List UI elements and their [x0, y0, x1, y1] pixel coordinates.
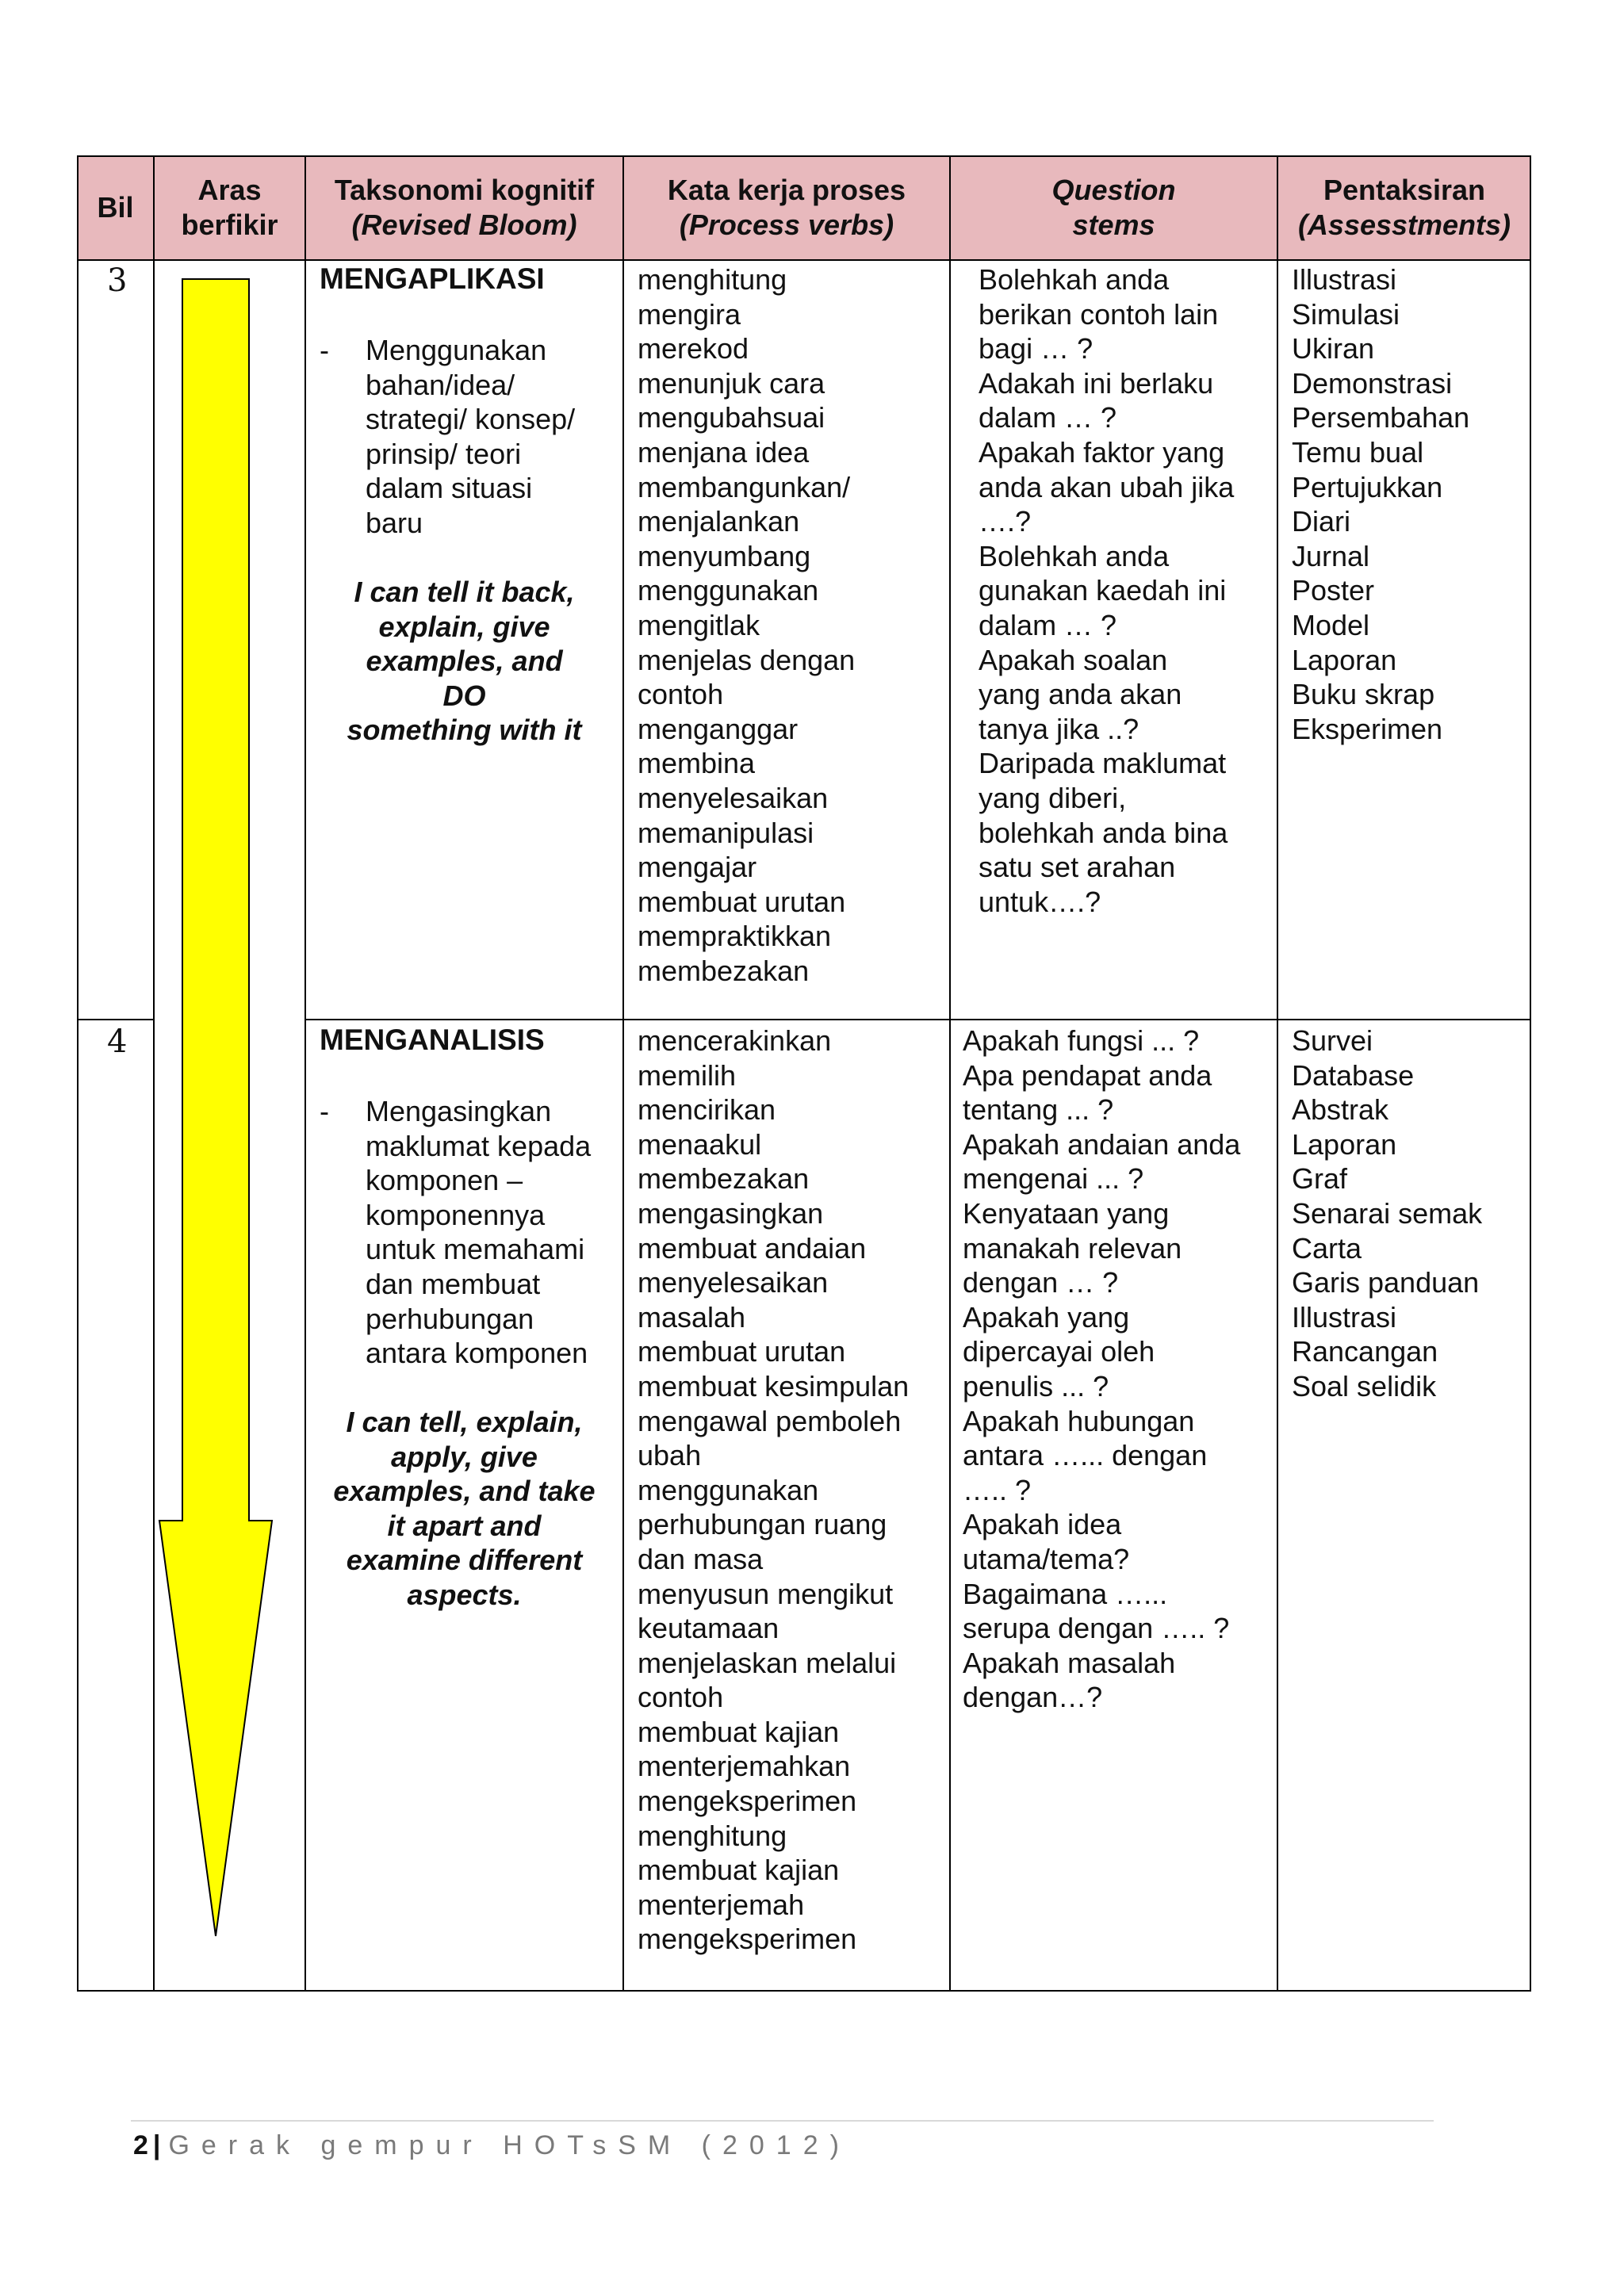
row-3-description-lines [366, 333, 575, 541]
row-3-taxonomy-quote-item: I can tell it back, [354, 576, 575, 608]
header-aras-line2: berfikir [181, 209, 278, 241]
row-4-verbs-item: dan masa [638, 1542, 764, 1575]
row-3-description-dash: - [320, 334, 329, 366]
row-3-verbs-item: merekod [638, 332, 749, 365]
row-3-stems-item: bolehkah anda bina [979, 816, 1228, 849]
row-4-description-item: komponennya [366, 1198, 546, 1231]
row-3-verbs-item: menunjuk cara [638, 366, 825, 400]
row-4-verbs-item: menterjemah [638, 1888, 805, 1921]
row-4-taxonomy-quote-item: it apart and [387, 1509, 542, 1542]
row-4-taxonomy-heading: MENGANALISIS [320, 1024, 545, 1056]
row-4-taxonomy-quote-item: examples, and take [333, 1475, 596, 1508]
row-3-stems-item: berikan contoh lain [979, 297, 1219, 331]
row-3-description-item: dalam situasi [366, 472, 533, 505]
row-3-assessments-item: Buku skrap [1292, 678, 1435, 711]
row-3-assessments-item: Jurnal [1292, 539, 1370, 572]
row-3-assessments-item: Laporan [1292, 643, 1397, 676]
row-3-stems-item: yang diberi, [979, 781, 1127, 814]
row-3-assessments-item: Pertujukkan [1292, 470, 1443, 503]
row-4-verbs-item: mengeksperimen [638, 1785, 857, 1818]
row-3-verbs-item: menjalankan [638, 505, 800, 538]
row-3-description-item: strategi/ konsep/ [366, 403, 576, 436]
row-4-stems-item: dengan … ? [963, 1266, 1119, 1299]
header-bil-label: Bil [97, 191, 134, 224]
row-4-assessments-item: Garis panduan [1292, 1266, 1480, 1299]
row-4-stems-item: antara …... dengan [963, 1439, 1208, 1472]
row-3-assessments-item: Eksperimen [1292, 712, 1443, 745]
row-3-stems-item: bagi … ? [979, 332, 1094, 365]
row-4-verbs-item: perhubungan ruang [638, 1508, 887, 1541]
row-4-assessments-list [1292, 1024, 1482, 1404]
header-pentaksiran-line2: (Assesstments) [1297, 209, 1511, 241]
row-4-stems-list [963, 1024, 1240, 1715]
row-3-assessments-item: Illustrasi [1292, 263, 1397, 296]
row-4-stems-item: manakah relevan [963, 1231, 1182, 1265]
row-3-assessments-item: Temu bual [1292, 435, 1424, 469]
row-4-stems-item: Apakah andaian anda [963, 1127, 1241, 1161]
row-3-assessments-list [1292, 262, 1469, 746]
row-3-verbs-item: mempraktikkan [638, 920, 832, 953]
row-4-description-item: maklumat kepada [366, 1129, 592, 1162]
row-3-verbs-item: membina [638, 747, 756, 780]
row-3-stems-item: ….? [979, 505, 1032, 538]
row-4-assessments-item: Graf [1292, 1162, 1348, 1196]
row-4-taxonomy-cell [305, 1020, 623, 1992]
row-4-verbs-item: membuat kajian [638, 1715, 840, 1748]
row-4-description-item: Mengasingkan [366, 1095, 552, 1127]
row-3-taxonomy-quote [305, 575, 623, 748]
row-3-taxonomy-heading: MENGAPLIKASI [320, 262, 545, 295]
row-4-assessments-item: Senarai semak [1292, 1196, 1483, 1230]
row-3-verbs-item: menjana idea [638, 435, 810, 469]
row-4-verbs-item: menjelaskan melalui [638, 1646, 897, 1679]
row-4-taxonomy-quote-item: apply, give [391, 1440, 538, 1473]
row-3-verbs-item: mengubahsuai [638, 401, 825, 434]
header-bil [77, 155, 154, 260]
row-3-verbs-item: menyumbang [638, 539, 811, 572]
row-4-description-item: antara komponen [366, 1337, 588, 1370]
row-3-stems-item: Adakah ini berlaku [979, 366, 1214, 400]
row-4-taxonomy-quote [305, 1405, 623, 1613]
row-4-stems-item: Bagaimana …... [963, 1577, 1168, 1610]
row-4-verbs-item: membuat kajian [638, 1854, 840, 1887]
row-4-verbs-item: membuat urutan [638, 1335, 846, 1368]
row-4-stems-item: mengenai ... ? [963, 1162, 1144, 1196]
row-4-verbs-item: contoh [638, 1681, 724, 1714]
row-3-assessments-item: Persembahan [1292, 401, 1470, 434]
row-4-verbs-item: menggunakan [638, 1473, 819, 1506]
row-3-taxonomy-quote-item: something with it [347, 714, 582, 747]
row-3-description-item: Menggunakan [366, 334, 547, 366]
row-3-assessments-item: Model [1292, 608, 1370, 641]
row-3-stems-item: tanya jika ..? [979, 712, 1139, 745]
row-4-description-item: untuk memahami [366, 1233, 585, 1266]
row-4-description-dash: - [320, 1095, 329, 1127]
row-4-description-lines [366, 1094, 591, 1371]
row-3-taxonomy-cell [305, 260, 623, 1020]
row-3-bil: 3 [107, 262, 128, 299]
row-4-description-item: dan membuat [366, 1267, 541, 1300]
row-3-stems-item: untuk….? [979, 885, 1101, 918]
row-4-verbs-item: keutamaan [638, 1612, 779, 1645]
header-pentaksiran-line1: Pentaksiran [1323, 174, 1486, 206]
row-4-verbs-item: memilih [638, 1058, 737, 1092]
header-aras-line1: Aras [197, 174, 262, 206]
row-3-taxonomy-quote-item: examples, and [366, 645, 563, 678]
row-4-assessments-item: Rancangan [1292, 1335, 1438, 1368]
header-question-line1: Question [1051, 174, 1176, 206]
row-4-verbs-item: mencirikan [638, 1093, 776, 1127]
row-3-verbs-item: membezakan [638, 954, 810, 987]
row-3-assessments-item: Simulasi [1292, 297, 1400, 331]
row-4-stems-item: Kenyataan yang [963, 1196, 1170, 1230]
thinking-level-arrow [159, 279, 272, 1936]
row-3-verbs-item: menggunakan [638, 574, 819, 607]
header-aras [154, 155, 305, 260]
row-4-assessments-item: Abstrak [1292, 1093, 1389, 1127]
row-3-stems-item: satu set arahan [979, 851, 1176, 884]
row-4-verbs-item: mengawal pemboleh [638, 1404, 902, 1437]
row-3-verbs-item: memanipulasi [638, 816, 814, 849]
header-question-line2: stems [1072, 209, 1155, 241]
row-4-assessments-item: Carta [1292, 1231, 1362, 1265]
row-4-assessments-item: Soal selidik [1292, 1369, 1437, 1402]
row-3-verbs-list [638, 262, 855, 988]
row-4-verbs-item: menterjemahkan [638, 1750, 851, 1783]
row-3-verbs-item: membuat urutan [638, 885, 846, 918]
row-4-assessments-item: Laporan [1292, 1127, 1397, 1161]
row-3-verbs-item: menganggar [638, 712, 799, 745]
header-kata-kerja [623, 155, 950, 260]
row-4-stems-item: Apakah idea [963, 1508, 1122, 1541]
row-4-stems-item: Apakah fungsi ... ? [963, 1024, 1200, 1057]
row-3-stems-item: Daripada maklumat [979, 747, 1227, 780]
row-4-assessments-item: Illustrasi [1292, 1300, 1397, 1334]
header-taksonomi [305, 155, 623, 260]
row-4-stems-item: Apakah masalah [963, 1646, 1176, 1679]
row-4-description-item: komponen – [366, 1164, 523, 1197]
row-4-stems-item: tentang ... ? [963, 1093, 1114, 1127]
row-3-description-item: baru [366, 506, 423, 539]
header-taksonomi-line2: (Revised Bloom) [351, 209, 577, 241]
row-4-verbs-item: menghitung [638, 1819, 787, 1852]
row-4-verbs-item: menyusun mengikut [638, 1577, 894, 1610]
row-4-stems-item: ….. ? [963, 1473, 1032, 1506]
header-question-stems [950, 155, 1277, 260]
row-4-verbs-item: membuat andaian [638, 1231, 867, 1265]
header-kata-kerja-line2: (Process verbs) [679, 209, 894, 241]
row-4-stems-item: utama/tema? [963, 1542, 1130, 1575]
row-3-description-item: prinsip/ teori [366, 437, 522, 470]
row-4-stems-item: serupa dengan ….. ? [963, 1612, 1230, 1645]
row-3-stems-item: Bolehkah anda [979, 539, 1170, 572]
row-4-assessments-item: Database [1292, 1058, 1415, 1092]
row-4-bil: 4 [107, 1024, 128, 1060]
row-3-assessments-item: Demonstrasi [1292, 366, 1453, 400]
row-4-verbs-item: menaakul [638, 1127, 762, 1161]
row-4-assessments-item: Survei [1292, 1024, 1373, 1057]
row-3-verbs-item: mengira [638, 297, 741, 331]
row-3-assessments-item: Ukiran [1292, 332, 1375, 365]
row-4-taxonomy-quote-item: aspects. [407, 1578, 522, 1611]
row-4-verbs-list [638, 1024, 909, 1957]
row-4-stems-item: penulis ... ? [963, 1369, 1109, 1402]
row-4-taxonomy-quote-item: examine different [346, 1544, 583, 1577]
row-3-assessments-item: Poster [1292, 574, 1375, 607]
row-3-verbs-item: menjelas dengan [638, 643, 856, 676]
footer-divider [131, 2120, 1434, 2122]
row-3-taxonomy-quote-item: explain, give [378, 610, 550, 643]
row-3-stems-item: gunakan kaedah ini [979, 574, 1227, 607]
row-4-description-item: perhubungan [366, 1302, 534, 1335]
row-4-verbs-item: ubah [638, 1439, 702, 1472]
page-footer [133, 2128, 851, 2163]
row-3-description-item: bahan/idea/ [366, 368, 515, 401]
row-4-taxonomy-quote-item: I can tell, explain, [346, 1406, 583, 1438]
row-3-stems-list [979, 262, 1234, 919]
row-4-verbs-item: masalah [638, 1300, 746, 1334]
page-number: 2 [133, 2130, 148, 2160]
row-3-stems-item: dalam … ? [979, 401, 1117, 434]
row-4-stems-item: Apakah yang [963, 1300, 1130, 1334]
row-3-stems-item: Bolehkah anda [979, 263, 1170, 296]
row-3-verbs-item: menyelesaikan [638, 781, 829, 814]
footer-title: Gerak gempur HOTsSM (2012) [168, 2130, 851, 2160]
row-4-stems-item: dipercayai oleh [963, 1335, 1155, 1368]
row-3-verbs-item: membangunkan/ [638, 470, 851, 503]
row-4-verbs-item: membuat kesimpulan [638, 1369, 910, 1402]
row-4-stems-item: dengan…? [963, 1681, 1103, 1714]
row-4-stems-item: Apakah hubungan [963, 1404, 1195, 1437]
row-4-stems-item: Apa pendapat anda [963, 1058, 1212, 1092]
row-3-assessments-item: Diari [1292, 505, 1351, 538]
row-3-verbs-item: mengitlak [638, 608, 760, 641]
header-taksonomi-line1: Taksonomi kognitif [334, 174, 595, 206]
header-kata-kerja-line1: Kata kerja proses [667, 174, 906, 206]
row-4-verbs-item: membezakan [638, 1162, 810, 1196]
row-3-stems-item: Apakah faktor yang [979, 435, 1225, 469]
footer-separator: | [152, 2130, 161, 2160]
row-4-verbs-item: menyelesaikan [638, 1266, 829, 1299]
row-4-verbs-item: mengeksperimen [638, 1923, 857, 1956]
row-3-verbs-item: contoh [638, 678, 724, 711]
row-3-stems-item: dalam … ? [979, 608, 1117, 641]
row-3-stems-item: anda akan ubah jika [979, 470, 1235, 503]
row-3-stems-item: yang anda akan [979, 678, 1182, 711]
row-3-verbs-item: mengajar [638, 851, 757, 884]
row-3-stems-item: Apakah soalan [979, 643, 1168, 676]
row-3-verbs-item: menghitung [638, 263, 787, 296]
row-4-verbs-item: mencerakinkan [638, 1024, 832, 1057]
row-3-taxonomy-quote-item: DO [442, 679, 486, 712]
row-4-verbs-item: mengasingkan [638, 1196, 824, 1230]
bloom-taxonomy-table [77, 155, 1531, 1992]
header-pentaksiran [1277, 155, 1531, 260]
